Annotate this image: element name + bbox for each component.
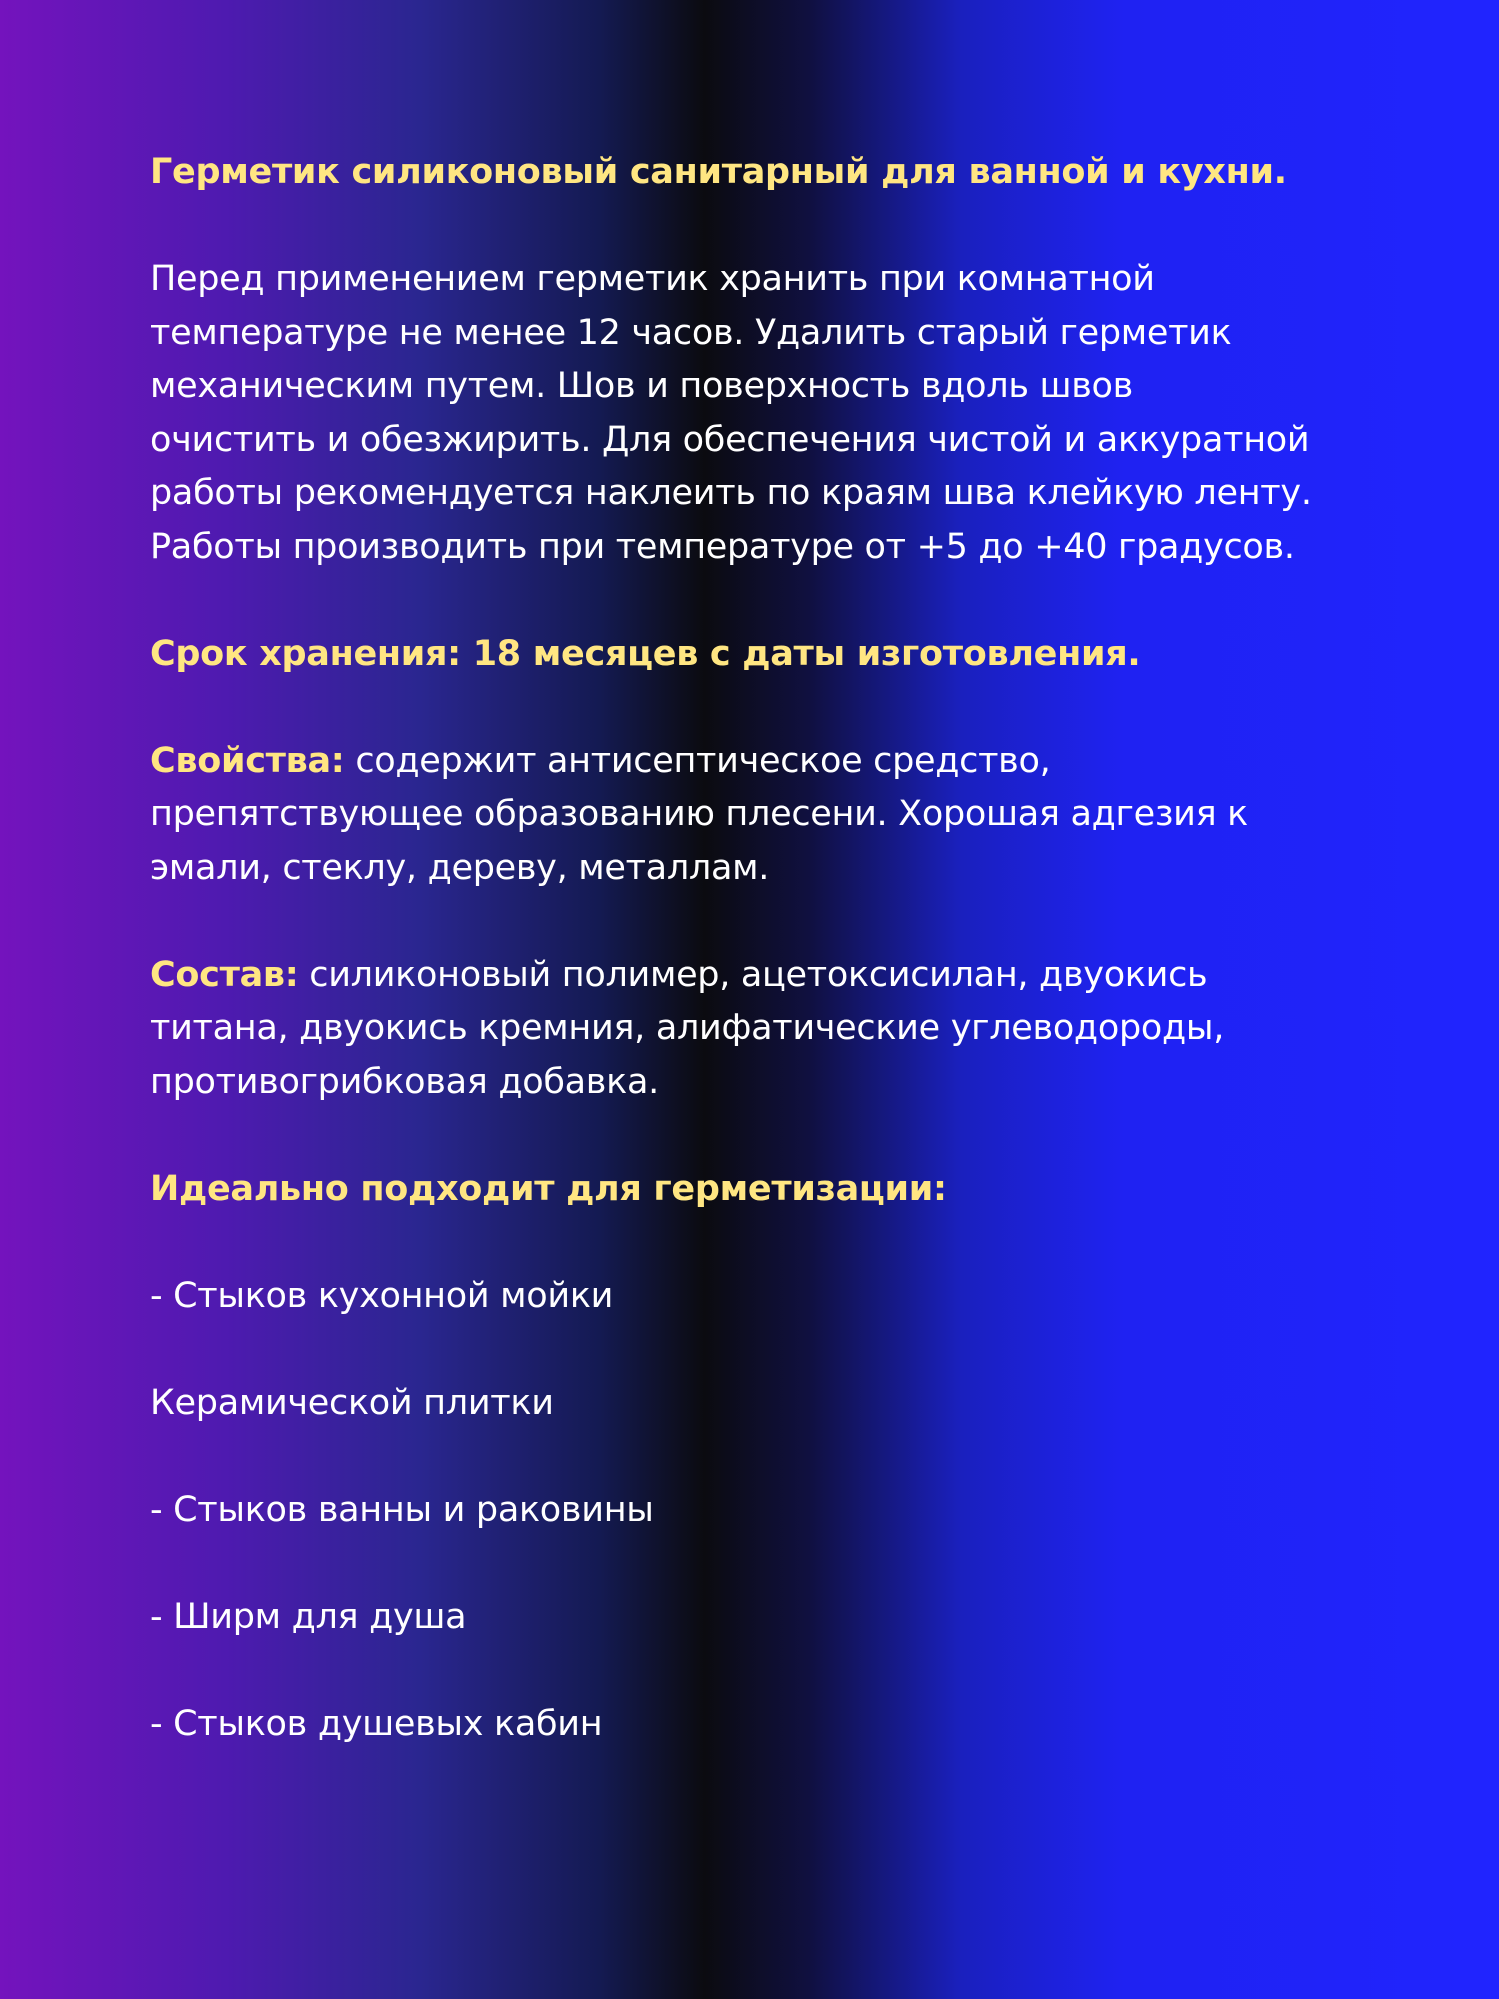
composition-label: Состав: xyxy=(150,954,299,995)
properties-label: Свойства: xyxy=(150,740,345,781)
usage-heading: Идеально подходит для герметизации: xyxy=(150,1168,947,1209)
usage-item: - Ширм для душа xyxy=(150,1596,467,1637)
properties-paragraph xyxy=(150,735,1380,896)
instructions-line: механическим путем. Шов и поверхность вдоль швов xyxy=(150,366,1133,406)
instructions-line: очистить и обезжирить. Для обеспечения чистой и аккуратной xyxy=(150,419,1310,460)
properties-line: содержит антисептическое средство, xyxy=(344,740,1051,781)
composition-line: противогрибковая добавка. xyxy=(150,1061,659,1102)
usage-item: - Стыков душевых кабин xyxy=(150,1703,603,1744)
composition-paragraph xyxy=(150,949,1380,1110)
usage-item: - Стыков кухонной мойки xyxy=(150,1275,614,1316)
composition-line: титана, двуокись кремния, алифатические углеводороды, xyxy=(150,1008,1225,1048)
instructions-line: Работы производить при температуре от +5 до +40 градусов. xyxy=(150,526,1295,567)
composition-first-line xyxy=(150,949,1380,1003)
properties-line: эмали, стеклу, дереву, металлам. xyxy=(150,847,770,888)
product-title: Герметик силиконовый санитарный для ванной и кухни. xyxy=(150,152,1287,192)
product-description xyxy=(150,146,1380,1805)
instructions-line: Перед применением герметик хранить при комнатной xyxy=(150,259,1155,299)
composition-line: силиконовый полимер, ацетоксисилан, двуокись xyxy=(298,954,1208,995)
instructions-line: работы рекомендуется наклеить по краям шва клейкую ленту. xyxy=(150,473,1312,513)
usage-item: - Стыков ванны и раковины xyxy=(150,1489,654,1530)
instructions-paragraph xyxy=(150,253,1380,574)
properties-line: препятствующее образованию плесени. Хорошая адгезия к xyxy=(150,794,1248,834)
properties-first-line xyxy=(150,735,1380,789)
shelf-life: Срок хранения: 18 месяцев с даты изготовления. xyxy=(150,633,1141,674)
usage-item: Керамической плитки xyxy=(150,1382,554,1423)
instructions-line: температуре не менее 12 часов. Удалить старый герметик xyxy=(150,312,1232,353)
